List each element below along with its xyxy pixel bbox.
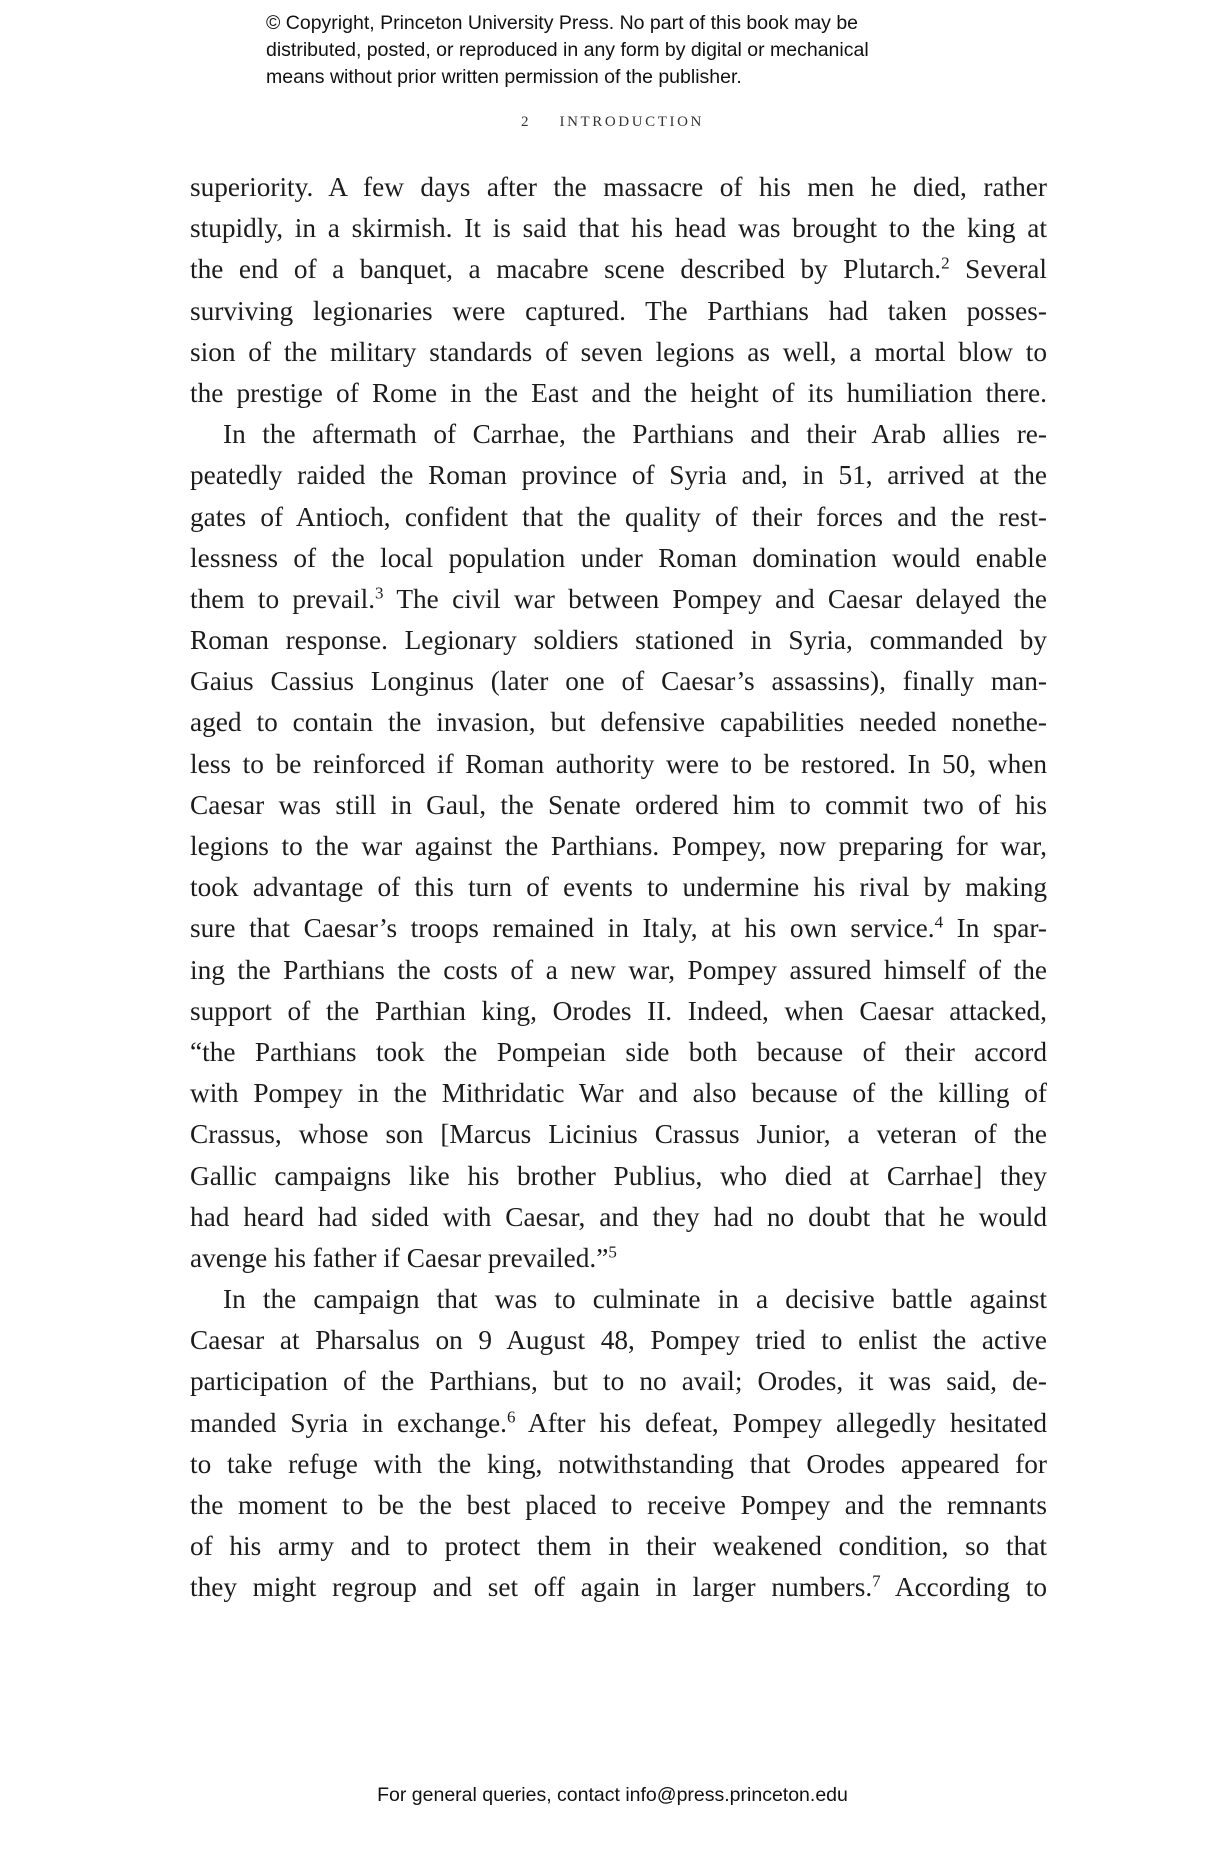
footnote-marker[interactable]: 2 bbox=[941, 254, 950, 274]
footer-contact: For general queries, contact info@press.princeton.edu bbox=[377, 1784, 848, 1806]
text-line bbox=[190, 414, 1047, 455]
text-line bbox=[190, 1526, 1047, 1567]
text-run: According to bbox=[880, 1572, 1047, 1603]
chapter-title: INTRODUCTION bbox=[559, 114, 704, 130]
copyright-line: means without prior written permission of the publisher. bbox=[266, 66, 742, 88]
text-run: less to be reinforced if Roman authority were to be restored. In 50, when bbox=[190, 748, 1047, 779]
footnote-marker[interactable]: 4 bbox=[934, 913, 944, 933]
text-run: surviving legionaries were captured. The Parthians had taken posses- bbox=[190, 295, 1047, 326]
text-line bbox=[190, 661, 1047, 702]
text-run: took advantage of this turn of events to undermine his rival by making bbox=[190, 872, 1047, 903]
paragraph bbox=[190, 167, 1047, 414]
text-line bbox=[190, 1567, 1047, 1608]
footnote-marker[interactable]: 6 bbox=[506, 1407, 516, 1427]
text-line bbox=[190, 744, 1047, 785]
text-line bbox=[190, 620, 1047, 661]
text-run: the moment to be the best placed to receive Pompey and the remnants bbox=[190, 1490, 1047, 1520]
text-run: Roman response. Legionary soldiers stationed in Syria, commanded by bbox=[190, 625, 1047, 656]
text-run: peatedly raided the Roman province of Syria and, in 51, arrived at the bbox=[190, 460, 1047, 491]
text-line bbox=[190, 1485, 1047, 1526]
text-run: the prestige of Rome in the East and the height of its humiliation there. bbox=[190, 377, 1047, 408]
text-run: sure that Caesar’s troops remained in Italy, at his own service. bbox=[190, 913, 935, 944]
text-line bbox=[190, 455, 1047, 496]
text-run: legions to the war against the Parthians. Pompey, now preparing for war, bbox=[190, 831, 1047, 861]
text-run: The civil war between Pompey and Caesar delayed the bbox=[383, 583, 1047, 614]
text-line bbox=[190, 373, 1047, 414]
text-run: support of the Parthian king, Orodes II. Indeed, when Caesar attacked, bbox=[190, 995, 1047, 1026]
text-line bbox=[190, 291, 1047, 332]
copyright-line: © Copyright, Princeton University Press. No part of this book may be bbox=[266, 12, 859, 34]
text-run: aged to contain the invasion, but defensive capabilities needed nonethe- bbox=[190, 707, 1047, 738]
text-run: After his defeat, Pompey allegedly hesitated bbox=[515, 1407, 1047, 1438]
copyright-notice bbox=[266, 10, 869, 91]
text-line bbox=[190, 1238, 1047, 1279]
text-run: Caesar at Pharsalus on 9 August 48, Pompey tried to enlist the active bbox=[190, 1325, 1047, 1356]
text-line bbox=[190, 1032, 1047, 1073]
text-run: Caesar was still in Gaul, the Senate ordered him to commit two of his bbox=[190, 789, 1047, 820]
text-line bbox=[190, 826, 1047, 867]
text-run: with Pompey in the Mithridatic War and also because of the killing of bbox=[190, 1078, 1047, 1109]
page-number: 2 bbox=[521, 114, 532, 130]
text-line bbox=[190, 950, 1047, 991]
text-run: of his army and to protect them in their weakened condition, so that bbox=[190, 1531, 1047, 1562]
body-text bbox=[190, 167, 1047, 1609]
text-run: In the campaign that was to culminate in a decisive battle against bbox=[223, 1284, 1047, 1315]
text-run: avenge his father if Caesar prevailed.” bbox=[190, 1242, 609, 1273]
text-run: to take refuge with the king, notwithstanding that Orodes appeared for bbox=[190, 1448, 1047, 1479]
text-run: Several bbox=[949, 254, 1048, 285]
text-run: had heard had sided with Caesar, and they had no doubt that he would bbox=[190, 1201, 1047, 1232]
text-line bbox=[190, 1114, 1047, 1155]
text-run: them to prevail. bbox=[190, 583, 376, 614]
text-run: Crassus, whose son [Marcus Licinius Crassus Junior, a veteran of the bbox=[190, 1119, 1047, 1150]
text-line bbox=[190, 332, 1047, 373]
running-head bbox=[0, 114, 1225, 131]
text-run: manded Syria in exchange. bbox=[190, 1407, 507, 1438]
text-run: the end of a banquet, a macabre scene described by Plutarch. bbox=[190, 254, 942, 285]
text-line bbox=[190, 1403, 1047, 1444]
text-line bbox=[190, 1320, 1047, 1361]
text-run: superiority. A few days after the massacre of his men he died, rather bbox=[190, 172, 1047, 202]
text-run: Gaius Cassius Longinus (later one of Caesar’s assassins), finally man- bbox=[190, 666, 1047, 697]
text-run: they might regroup and set off again in larger numbers. bbox=[190, 1572, 873, 1603]
text-run: participation of the Parthians, but to no avail; Orodes, it was said, de- bbox=[190, 1366, 1047, 1397]
copyright-line: distributed, posted, or reproduced in any form by digital or mechanical bbox=[266, 39, 869, 61]
footnote-marker[interactable]: 7 bbox=[872, 1572, 881, 1592]
text-run: “the Parthians took the Pompeian side both because of their accord bbox=[190, 1036, 1047, 1067]
text-run: In the aftermath of Carrhae, the Parthians and their Arab allies re- bbox=[223, 419, 1047, 450]
text-line bbox=[190, 538, 1047, 579]
text-run: Gallic campaigns like his brother Publius, who died at Carrhae] they bbox=[190, 1160, 1047, 1191]
text-line bbox=[190, 579, 1047, 620]
paragraph bbox=[190, 1279, 1047, 1609]
text-run: sion of the military standards of seven legions as well, a mortal blow to bbox=[190, 336, 1047, 367]
text-line bbox=[190, 702, 1047, 743]
text-line bbox=[190, 991, 1047, 1032]
text-line bbox=[190, 1197, 1047, 1238]
footnote-marker[interactable]: 3 bbox=[375, 583, 384, 603]
footnote-marker[interactable]: 5 bbox=[608, 1242, 617, 1262]
paragraph bbox=[190, 414, 1047, 1279]
text-line bbox=[190, 167, 1047, 208]
text-run: In spar- bbox=[943, 913, 1047, 944]
text-line bbox=[190, 1073, 1047, 1114]
text-run: ing the Parthians the costs of a new war, Pompey assured himself of the bbox=[190, 954, 1047, 985]
text-run: stupidly, in a skirmish. It is said that his head was brought to the king at bbox=[190, 213, 1047, 244]
text-line bbox=[190, 908, 1047, 949]
text-line bbox=[190, 208, 1047, 249]
text-line bbox=[190, 1279, 1047, 1320]
text-line bbox=[190, 1361, 1047, 1402]
text-line bbox=[190, 785, 1047, 826]
text-line bbox=[190, 867, 1047, 908]
text-run: gates of Antioch, confident that the quality of their forces and the rest- bbox=[190, 501, 1047, 532]
text-line bbox=[190, 1444, 1047, 1485]
text-run: lessness of the local population under Roman domination would enable bbox=[190, 542, 1047, 573]
text-line bbox=[190, 249, 1047, 290]
text-line bbox=[190, 497, 1047, 538]
text-line bbox=[190, 1156, 1047, 1197]
